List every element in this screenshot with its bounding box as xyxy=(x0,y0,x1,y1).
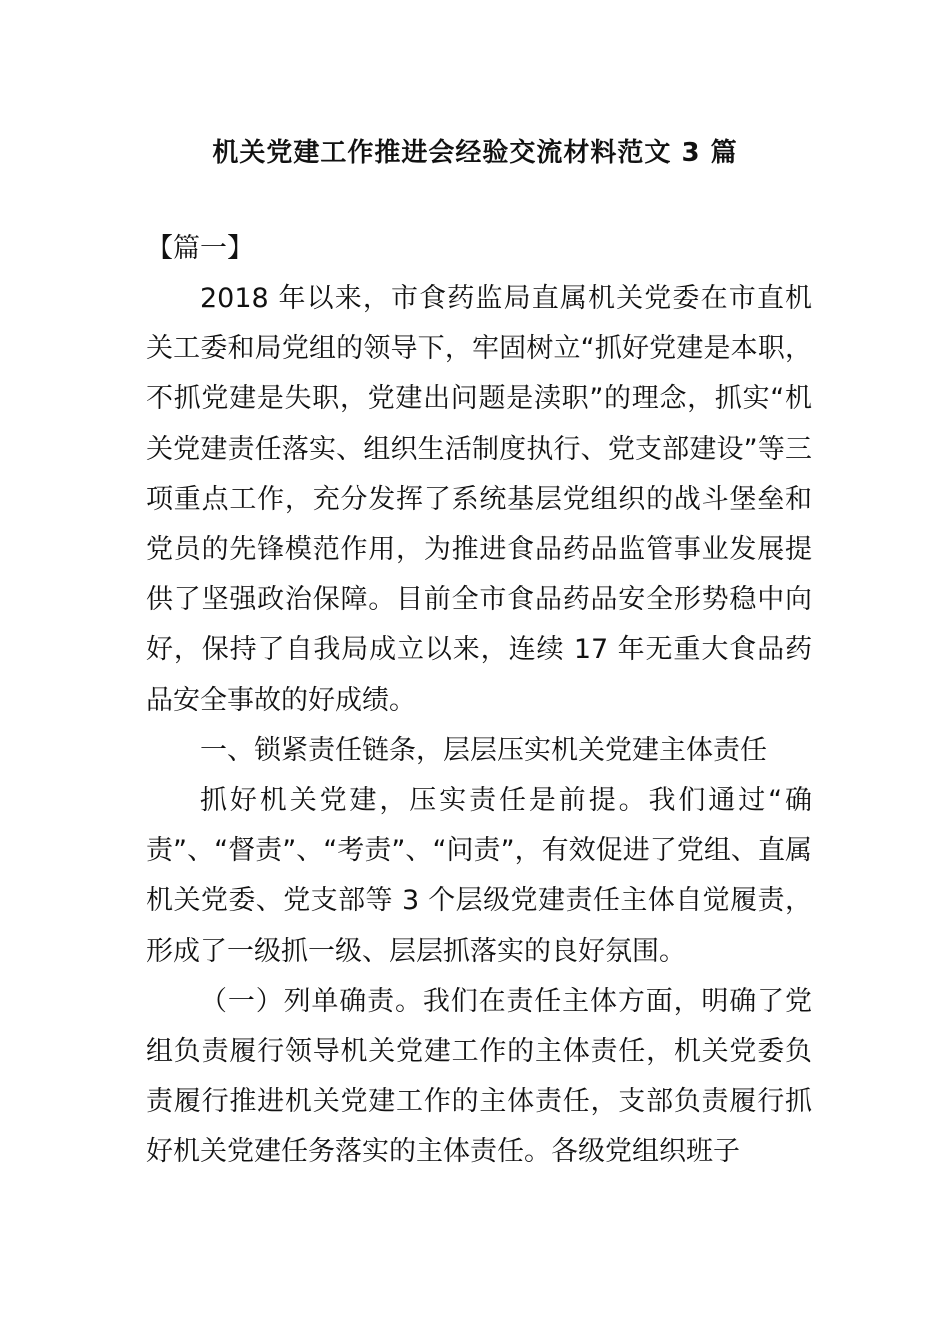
document-body xyxy=(146,274,812,1178)
paragraph-responsibility: 抓好机关党建，压实责任是前提。我们通过“确责”、“督责”、“考责”、“问责”，有效促进了党组、直属机关党委、党支部等 3 个层级党建责任主体自觉履责，形成了一级抓一级、层层抓落实的良好氛围。 xyxy=(146,785,812,967)
paragraph-intro: 2018 年以来，市食药监局直属机关党委在市直机关工委和局党组的领导下，牢固树立“抓好党建是本职，不抓党建是失职，党建出问题是渎职”的理念，抓实“机关党建责任落实、组织生活制度执行、党支部建设”等三项重点工作，充分发挥了系统基层党组织的战斗堡垒和党员的先锋模范作用，为推进食品药品监管事业发展提供了坚强政治保障。目前全市食品药品安全形势稳中向好，保持了自我局成立以来，连续 17 年无重大食品药品安全事故的好成绩。 xyxy=(146,283,812,716)
paragraph-listing: （一）列单确责。我们在责任主体方面，明确了党组负责履行领导机关党建工作的主体责任，机关党委负责履行推进机关党建工作的主体责任，支部负责履行抓好机关党建任务落实的主体责任。各级党组织班子 xyxy=(146,985,812,1168)
section-label: 【篇一】 xyxy=(146,233,254,264)
heading-section-one: 一、锁紧责任链条，层层压实机关党建主体责任 xyxy=(200,734,767,766)
document-title: 机关党建工作推进会经验交流材料范文 3 篇 xyxy=(212,138,738,168)
